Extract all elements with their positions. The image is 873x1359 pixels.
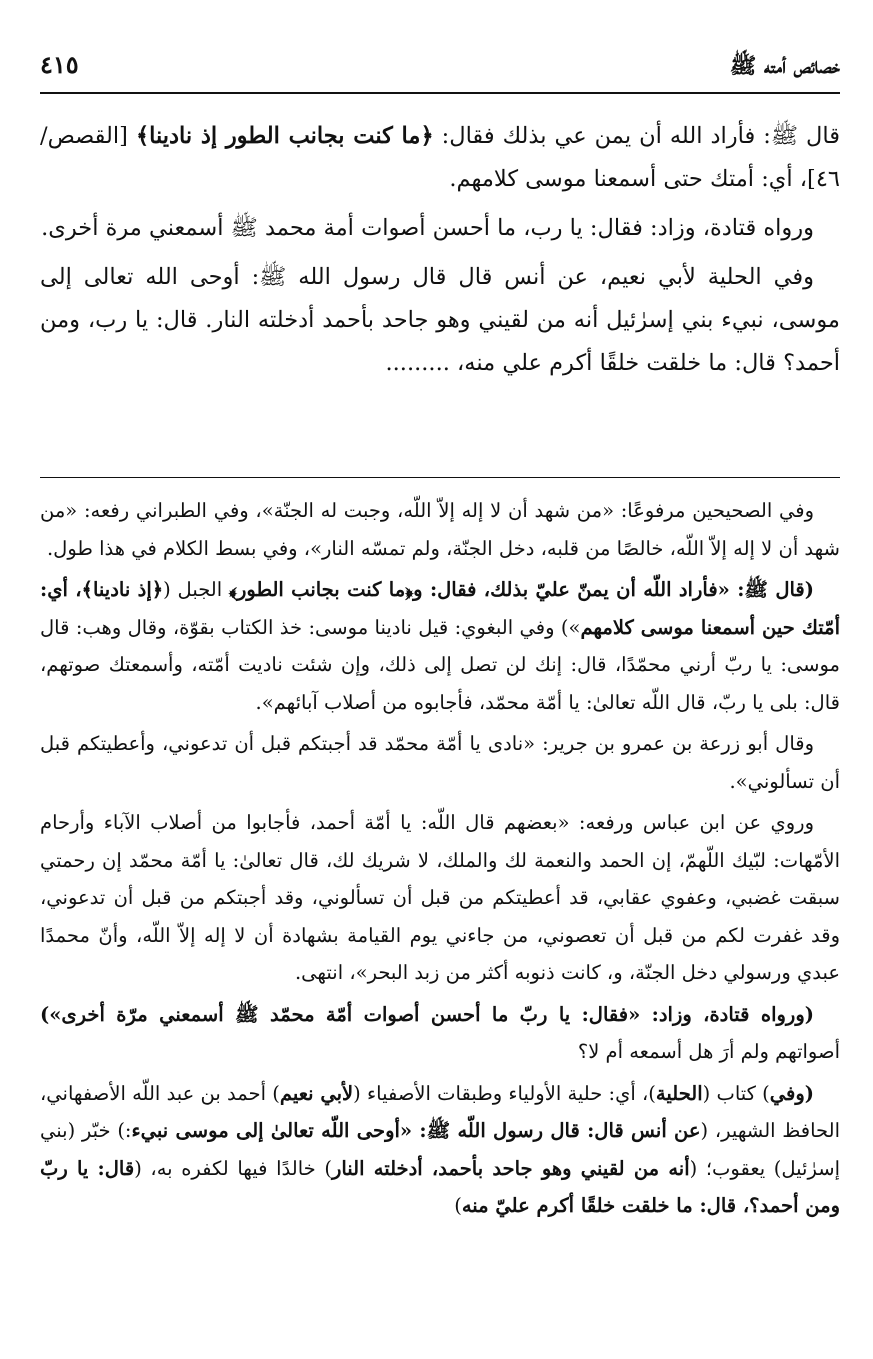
main-paragraph <box>40 256 840 385</box>
text-span: ) كتاب ( <box>702 1081 770 1105</box>
commentary-paragraph <box>40 1075 840 1225</box>
main-paragraph <box>40 115 840 201</box>
bold-quote: (وفي <box>769 1081 814 1105</box>
text-span: [القصص/٤٦]، أي: أمتك حتى أسمعنا موسى كلامهم. <box>40 123 840 192</box>
ellipsis-dots: ......... <box>385 350 450 376</box>
text-span: الجبل ( <box>163 578 229 601</box>
main-paragraph: ورواه قتادة، وزاد: فقال: يا رب، ما أحسن أصوات أمة محمد ﷺ أسمعني مرة أخرى. <box>41 215 814 241</box>
commentary-text <box>40 492 840 1229</box>
running-title: خصائص أمته ﷺ <box>729 53 840 79</box>
page-number: ٤١٥ <box>40 50 79 79</box>
commentary-paragraph: وروي عن ابن عباس ورفعه: «بعضهم قال اللّه: يا أمّة أحمد، فأجابوا من أصلاب الآباء وأرحام الأمّهات: لبّيك اللّهمّ، إن الحمد والنعمة لك والملك، لا شريك لك، قال تعالىٰ: يا أمّة محمّد إن رحمتي سبقت غضبي، وعفوي عقابي، قد أعطيتكم من قبل أن تسألوني، وقد أجبتكم من قبل أن تدعوني، وقد غفرت لكم من قبل أن تعصوني، من جاءني يوم القيامة بشهادة أن لا إله إلاّ اللّه، وأنّ محمدًا عبدي ورسولي دخل الجنّة، و، كانت ذنوبه أكثر من زبد البحر»، انتهى. <box>40 811 840 984</box>
text-span: ») وفي البغوي: قيل نادينا موسى: خذ الكتاب بقوّة، وقال وهب: قال موسى: يا ربّ أرني محمّدًا، قال: إنك لن تصل إلى ذلك، وإن شئت ناديت أمّته، وأسمعتك صوتهم، قال: بلى يا ربّ، قال اللّه تعالىٰ: يا أمّة محمّد، فأجابوه من أصلاب آبائهم». <box>40 615 840 714</box>
commentary-paragraph <box>40 571 840 721</box>
text-span: وفي الحلية لأبي نعيم، عن أنس قال قال رسول الله ﷺ: أوحى الله تعالى إلى موسى، نبيء بني إسرٰئيل أنه من لقيني وهو جاحد بأحمد أدخلته النار. قال: يا رب، ومن أحمد؟ قال: ما خلقت خلقًا أكرم علي منه، <box>40 264 840 376</box>
bold-quote: (ورواه قتادة، وزاد: «فقال: يا ربّ ما أحسن أصوات أمّة محمّد ﷺ أسمعني مرّة أخرى») <box>40 1002 814 1026</box>
text-span: )، أي: حلية الأولياء وطبقات الأصفياء ( <box>353 1081 656 1105</box>
commentary-paragraph: وقال أبو زرعة بن عمرو بن جرير: «نادى يا أمّة محمّد قد أجبتكم قبل أن تدعوني، وأعطيتكم قبل أن تسألوني». <box>40 732 840 793</box>
quran-quote: ﴿ما كنت بجانب الطور إذ نادينا﴾ <box>135 123 434 149</box>
text-span: ) خالدًا فيها لكفره به، ( <box>134 1156 332 1180</box>
text-span: ) أحمد بن عبد اللّه الأصفهاني، الحافظ الشهير، ( <box>40 1081 840 1142</box>
page-header <box>40 40 840 90</box>
main-text <box>40 115 840 391</box>
bold-quote: (قال ﷺ: «فأراد اللّه أن يمنّ عليّ بذلك، فقال: و﴿ما كنت بجانب الطور﴾ <box>228 578 814 601</box>
bold-quote: قال: يا ربّ ومن أحمد؟، قال: ما خلقت خلقًا أكرم عليّ منه <box>40 1156 840 1217</box>
text-span: ) <box>454 1194 462 1217</box>
text-span: أصواتهم ولم أرَ هل أسمعه أم لا؟ <box>577 1040 840 1063</box>
header-rule <box>40 92 840 94</box>
text-span: :) خبّر (بني إسرٰئيل) يعقوب؛ ( <box>40 1119 840 1180</box>
commentary-divider <box>40 477 840 478</box>
commentary-paragraph: وفي الصحيحين مرفوعًا: «من شهد أن لا إله إلاّ اللّه، وجبت له الجنّة»، وفي الطبراني رفعه: «من شهد أن لا إله إلاّ اللّه، خالصًا من قلبه، دخل الجنّة، ولم تمسّه النار»، وفي بسط الكلام في هذا طول. <box>40 499 840 560</box>
bold-quote: ﴿إذ نادينا﴾، أي: أمّتك حين أسمعنا موسى كلامهم <box>40 578 840 639</box>
book-page <box>40 40 840 1330</box>
text-span: قال ﷺ: فأراد الله أن يمن عي بذلك فقال: <box>433 123 840 149</box>
commentary-paragraph <box>40 996 840 1071</box>
bold-quote: عن أنس قال: قال رسول اللّه ﷺ: «أوحى اللّه تعالىٰ إلى موسى نبيء <box>131 1119 701 1142</box>
bold-quote: لأبي نعيم <box>279 1081 354 1105</box>
bold-quote: أنه من لقيني وهو جاحد بأحمد، أدخلته النار <box>331 1156 690 1180</box>
bold-quote: الحلية <box>655 1081 703 1105</box>
